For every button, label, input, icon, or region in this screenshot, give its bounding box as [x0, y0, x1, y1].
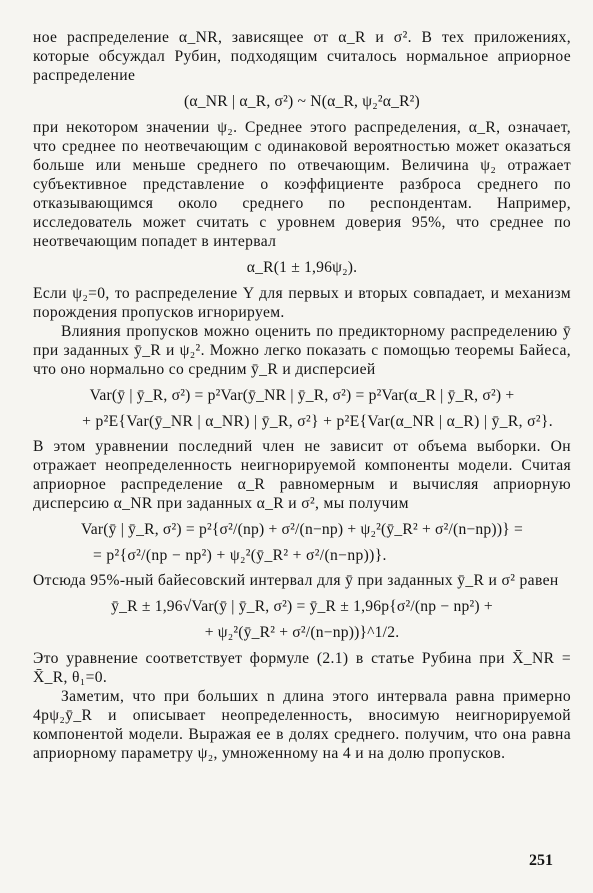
- equation-prior-distribution: (α_NR | α_R, σ²) ~ N(α_R, ψ₂²α_R²): [184, 93, 420, 110]
- equation-interval: α_R(1 ± 1,96ψ₂).: [246, 259, 358, 276]
- equation-var-expanded-line-2: = p²{σ²/(np − np²) + ψ₂²(ȳ_R² + σ²/(n−np))}.: [93, 547, 387, 564]
- paragraph-8: Заметим, что при больших n длина этого интервала равна примерно 4pψ₂ȳ_R и описывает неопределенность, вносимую неигнорируемой компонентой модели. Выражая ее в долях среднего. получим, что она равна априорному параметру ψ₂, умноженному на 4 и на долю пропусков.: [33, 688, 571, 762]
- equation-variance-line-1: Var(ȳ | ȳ_R, σ²) = p²Var(ȳ_NR | ȳ_R, σ²) = p²Var(α_R | ȳ_R, σ²) +: [89, 387, 515, 404]
- page-number: 251: [529, 852, 553, 869]
- page-body: [33, 28, 571, 763]
- equation-bayes-interval-line-1: ȳ_R ± 1,96√Var(ȳ | ȳ_R, σ²) = ȳ_R ± 1,96p{σ²/(np − np²) +: [111, 598, 493, 615]
- paragraph-5: В этом уравнении последний член не зависит от объема выборки. Он отражает неопределенность неигнорируемой компоненты модели. Считая априорное распределение α_R равномерным и вычисляя априорную дисперсию α_NR при заданных α_R и σ², мы получим: [33, 438, 571, 512]
- paragraph-6: Отсюда 95%-ный байесовский интервал для ȳ при заданных ȳ_R и σ² равен: [33, 572, 559, 589]
- paragraph-1: ное распределение α_NR, зависящее от α_R и σ². В тех приложениях, которые обсуждал Рубин, подходящим считалось нормальное априорное распределение: [33, 29, 571, 84]
- paragraph-4: Влияния пропусков можно оценить по предикторному распределению ȳ при заданных ȳ_R и ψ₂². Можно легко показать с помощью теоремы Байеса, что оно нормально со средним ȳ_R и дисперсией: [33, 323, 571, 378]
- equation-bayes-interval-line-2: + ψ₂²(ȳ_R² + σ²/(n−np))}^1/2.: [204, 624, 400, 641]
- paragraph-2: при некотором значении ψ₂. Среднее этого распределения, α_R, означает, что среднее по неотвечающим с одинаковой вероятностью может оказаться больше или меньше среднего по отвечающим. Величина ψ₂ отражает субъективное представление о коэффициенте разброса среднего по отказывающимся около среднего по респондентам. Например, исследователь может считать с уровнем доверия 95%, что среднее по неотвечающим попадет в интервал: [33, 119, 571, 250]
- paragraph-7: Это уравнение соответствует формуле (2.1) в статье Рубина при X̄_NR = X̄_R, θ₁=0.: [33, 650, 571, 686]
- equation-var-expanded-line-1: Var(ȳ | ȳ_R, σ²) = p²{σ²/(np) + σ²/(n−np) + ψ₂²(ȳ_R² + σ²/(n−np))} =: [80, 521, 523, 538]
- paragraph-3: Если ψ₂=0, то распределение Y для первых и вторых совпадает, и механизм порождения пропусков игнорируем.: [33, 285, 571, 321]
- equation-variance-line-2: + p²E{Var(ȳ_NR | α_NR) | ȳ_R, σ²} + p²E{Var(α_NR | α_R) | ȳ_R, σ²}.: [82, 413, 553, 430]
